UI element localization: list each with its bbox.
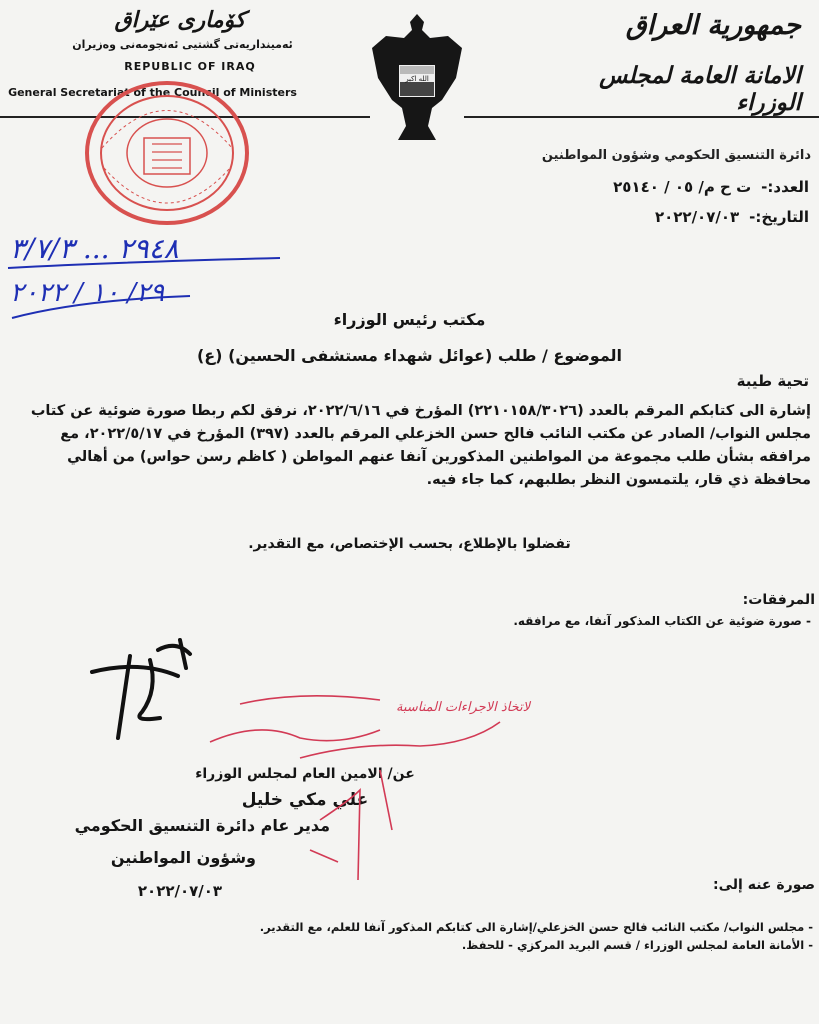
handwritten-blue-date: ٢٩/ ١٠ / ٢٠٢٢	[10, 278, 165, 308]
signatory-position-line2: وشؤون المواطنين	[110, 848, 256, 867]
header-general-secretariat-en: General Secretariat of the Council of Ministers	[8, 86, 297, 99]
svg-text:الله اكبر: الله اكبر	[405, 75, 429, 83]
handwritten-blue-registration: ٢٩٤٨ ... ٣/٧/٣	[10, 232, 179, 265]
letter-body: إشارة الى كتابكم المرقم بالعدد (٢٢١٠١٥٨/٣٠٢٦) المؤرخ في ٢٠٢٢/٦/١٦، نرفق لكم ربطا صورة ضوئية عن كتاب مجلس النواب/ الصادر عن مكتب النائب فالح حسن الخزعلي المرقم بالعدد (٣٩٧) المؤرخ في ٢٠٢٢/٥/١٧، مع مرافقه بشأن طلب مجموعة من المواطنين المذكورين آنفا عنهم المواطن ( كاظم رسن حواس) من أهالي محافظة ذي قار، يلتمسون النظر بطلبهم، كما جاء فيه.	[30, 403, 811, 488]
greeting: تحية طيبة	[736, 372, 809, 390]
eagle-emblem-icon	[370, 8, 464, 146]
signature-date: ٢٠٢٢/٠٧/٠٣	[137, 882, 223, 900]
official-seal-stamp	[82, 78, 252, 228]
date-value: ٢٠٢٢/٠٧/٠٣	[654, 208, 740, 226]
header-kurdish-subtitle: ئەمینداریەتی گشتیی ئەنجومەنی وەزیران	[72, 38, 293, 51]
red-handwritten-note: لاتخاذ الاجراءات المناسبة	[395, 700, 530, 715]
copy-recipient-2: - الأمانة العامة لمجلس الوزراء / قسم البريد المركزي - للحفظ.	[461, 938, 813, 952]
attachments-heading: المرفقات:	[742, 592, 815, 608]
signature-title: عن/ الامين العام لمجلس الوزراء	[195, 766, 415, 782]
signatory-position-line1: مدير عام دائرة التنسيق الحكومي	[74, 816, 330, 835]
closing-line: تفضلوا بالإطلاع، بحسب الإختصاص، مع التقدير.	[248, 536, 571, 552]
header-republic-ar: جمهورية العراق	[625, 10, 801, 41]
letter-date	[509, 208, 809, 226]
copies-heading: صورة عنه إلى:	[713, 877, 815, 893]
reference-value: ت ح م/ ٠٥ / ٢٥١٤٠	[613, 178, 752, 196]
reference-label: العدد:-	[761, 178, 809, 196]
header-kurdish-title: كۆماری عێراق	[114, 8, 246, 33]
addressee: مكتب رئيس الوزراء	[333, 310, 486, 329]
signatory-name: علي مكي خليل	[241, 790, 369, 810]
reference-number	[509, 178, 809, 196]
copy-recipient-1: - مجلس النواب/ مكتب النائب فالح حسن الخزعلي/إشارة الى كتابكم المذكور آنفا للعلم، مع التقدير.	[259, 920, 813, 934]
attachment-item: - صورة ضوئية عن الكتاب المذكور آنفا، مع مرافقه.	[513, 614, 811, 628]
header-republic-en: REPUBLIC OF IRAQ	[124, 60, 256, 73]
date-label: التاريخ:-	[749, 208, 809, 226]
header-secretariat-ar: الامانة العامة لمجلس الوزراء	[599, 62, 801, 116]
black-signature	[92, 640, 190, 738]
letter-subject: الموضوع / طلب (عوائل شهداء مستشفى الحسين) (ع)	[196, 346, 623, 365]
department-name: دائرة التنسيق الحكومي وشؤون المواطنين	[541, 148, 811, 163]
